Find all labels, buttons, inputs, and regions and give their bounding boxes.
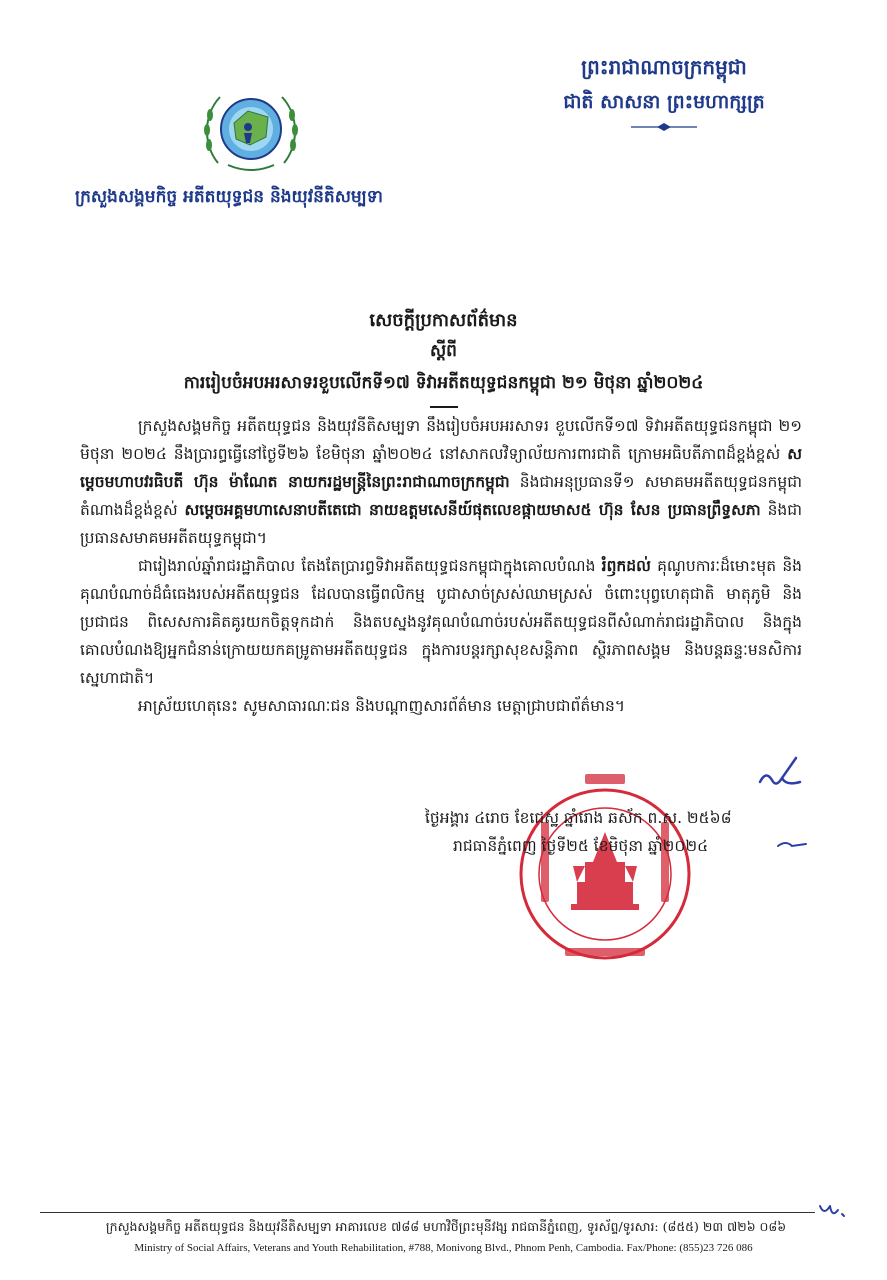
announcement-title xyxy=(60,308,827,408)
initial-mark-small-icon xyxy=(776,838,808,852)
pm-name: សម្តេចមហាបវរធិបតី ហ៊ុន ម៉ាណែត នាយករដ្ឋមន្ត្រីនៃព្រះរាជាណាចក្រកម្ពុជា xyxy=(80,444,802,491)
senate-president-name: សម្តេចអគ្គមហាសេនាបតីតេជោ នាយឧត្តមសេនីយ៍ផុតលេខផ្កាយមាស៥ ហ៊ុន សែន ប្រធានព្រឹទ្ធសភា xyxy=(184,500,761,519)
official-seal-stamp xyxy=(515,762,695,977)
title-line-3: ការរៀបចំអបអរសាទរខួបលើកទី១៧ ទិវាអតីតយុទ្ធជនកម្ពុជា ២១ មិថុនា ឆ្នាំ២០២៤ xyxy=(183,373,704,393)
date-block xyxy=(425,804,815,860)
footer-address-khmer: ក្រសួងសង្គមកិច្ច អតីតយុទ្ធជន និងយុវនីតិសម្បទា អាគារលេខ ៧៨៨ មហាវិថីព្រះមុនីវង្ស រាជធានីភ្នំពេញ, ទូរស័ព្ទ/ទូរសារ: (៨៥៥) ២៣ ៧២៦ ០៨៦ xyxy=(105,1219,787,1234)
footer-address-english: Ministry of Social Affairs, Veterans and Youth Rehabilitation, #788, Monivong Blvd., Phnom Penh, Cambodia. Fax/Phone: (855)23 726 086 xyxy=(134,1242,753,1254)
body-paragraph-3: អាស្រ័យហេតុនេះ សូមសាធារណៈជន និងបណ្តាញសារព័ត៌មាន មេត្តាជ្រាបជាព័ត៌មាន។ xyxy=(138,697,626,715)
announcement-body xyxy=(80,412,802,720)
solar-date: រាជធានីភ្នំពេញ ថ្ងៃទី២៥ ខែមិថុនា ឆ្នាំ២០២៤ xyxy=(453,837,709,855)
title-line-1: សេចក្តីប្រកាសព័ត៌មាន xyxy=(369,310,518,331)
kingdom-header xyxy=(539,52,789,132)
footer-divider xyxy=(40,1212,815,1213)
initial-mark-icon xyxy=(756,752,808,796)
ornament-divider-icon xyxy=(629,122,699,132)
title-line-2: ស្តីពី xyxy=(430,341,457,361)
title-divider xyxy=(430,406,458,408)
lunar-date: ថ្ងៃអង្គារ ៤រោច ខែជេស្ឋ ឆ្នាំរោង ឆស័ក ព.ស. ២៥៦៨ xyxy=(425,809,732,827)
body-paragraph-2: ជារៀងរាល់ឆ្នាំរាជរដ្ឋាភិបាល តែងតែប្រារព្ធទិវាអតីតយុទ្ធជនកម្ពុជាក្នុងគោលបំណង រំឭកដល់ គុណូបការៈដ៏មោះមុត និងគុណបំណាច់ដ៏ធំធេងរបស់អតីតយុទ្ធជន ដែលបានធ្វើពលិកម្ម បូជាសាច់ស្រស់ឈាមស្រស់ ចំពោះបុព្វហេតុជាតិ មាតុភូមិ និងប្រជាជន ពិសេសការគិតគូរយកចិត្តទុកដាក់ និងតបស្នងនូវគុណបំណាច់របស់អតីតយុទ្ធជនពីសំណាក់រាជរដ្ឋាភិបាល និងក្នុងគោលបំណងឱ្យអ្នកជំនាន់ក្រោយយកគម្រូតាមអតីតយុទ្ធជន ក្នុងការបន្តរក្សាសុខសន្តិភាព ស្ថិរភាពសង្គម និងបន្តឆន្ទៈមនសិការស្នេហាជាតិ។ xyxy=(80,556,802,687)
footer-initial-mark-icon xyxy=(816,1200,850,1220)
ministry-name: ក្រសួងសង្គមកិច្ច អតីតយុទ្ធជន និងយុវនីតិសម្បទា xyxy=(75,187,383,207)
kingdom-title: ព្រះរាជាណាចក្រកម្ពុជា xyxy=(581,55,747,79)
ministry-logo-icon xyxy=(198,85,304,177)
national-motto: ជាតិ សាសនា ព្រះមហាក្សត្រ xyxy=(563,91,765,113)
body-paragraph-1: ក្រសួងសង្គមកិច្ច អតីតយុទ្ធជន និងយុវនីតិសម្បទា នឹងរៀបចំអបអរសាទរ ខួបលើកទី១៧ ទិវាអតីតយុទ្ធជនកម្ពុជា ២១ មិថុនា ២០២៤ នឹងប្រារព្ធធ្វើនៅថ្ងៃទី២៦ ខែមិថុនា ឆ្នាំ២០២៤ នៅសាកលវិទ្យាល័យការពារជាតិ ក្រោមអធិបតីភាពដ៏ខ្ពង់ខ្ពស់ សម្តេចមហាបវរធិបតី ហ៊ុន ម៉ាណែត នាយករដ្ឋមន្ត្រីនៃព្រះរាជាណាចក្រកម្ពុជា និងជាអនុប្រធានទី១ សមាគមអតីតយុទ្ធជនកម្ពុជា តំណាងដ៏ខ្ពង់ខ្ពស់ សម្តេចអគ្គមហាសេនាបតីតេជោ នាយឧត្តមសេនីយ៍ផុតលេខផ្កាយមាស៥ ហ៊ុន សែន ប្រធានព្រឹទ្ធសភា និងជាប្រធានសមាគមអតីតយុទ្ធកម្ពុជា។ xyxy=(80,417,803,547)
